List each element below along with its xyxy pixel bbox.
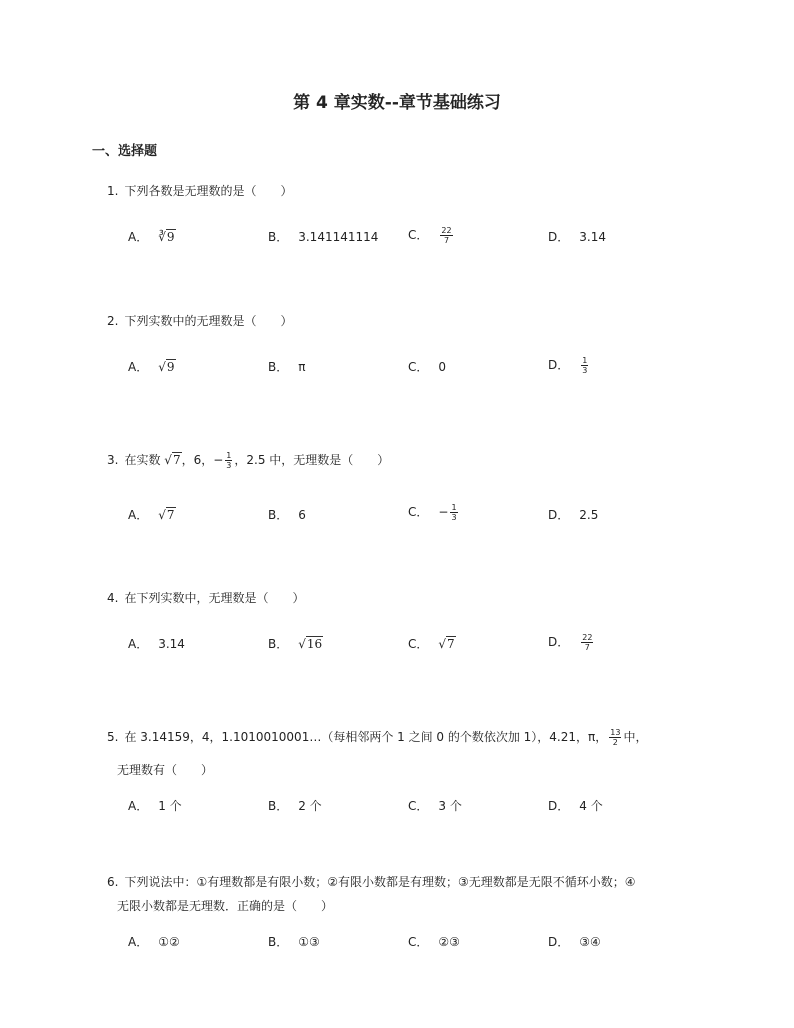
option-text: 3.141141114	[298, 230, 379, 244]
option-5-b[interactable]	[268, 798, 322, 814]
option-4-c[interactable]	[408, 636, 456, 652]
option-label: D．	[548, 230, 570, 244]
option-2-b[interactable]	[268, 359, 305, 375]
option-6-c[interactable]	[408, 934, 460, 950]
option-text: 2 个	[298, 799, 322, 813]
option-label: B．	[268, 637, 289, 651]
question-1	[107, 183, 292, 199]
fraction: $\frac{1}{3}$	[582, 356, 588, 375]
question-number: 2.	[107, 314, 119, 328]
option-6-b[interactable]	[268, 934, 320, 950]
fraction: $\frac{22}{7}$	[582, 633, 593, 652]
option-5-d[interactable]	[548, 798, 603, 814]
option-label: A．	[128, 360, 149, 374]
option-2-c[interactable]	[408, 359, 446, 375]
question-number: 1.	[107, 184, 119, 198]
option-label: C．	[408, 935, 429, 949]
option-4-a[interactable]	[128, 636, 185, 652]
option-3-b[interactable]	[268, 507, 306, 523]
square-root-expression: √9	[158, 360, 175, 374]
option-text: 2.5	[579, 508, 599, 522]
question-4	[107, 590, 304, 606]
page-title: 第 4 章实数--章节基础练习	[293, 93, 501, 113]
option-label: C．	[408, 360, 429, 374]
fraction: $\frac{13}{2}$	[610, 728, 621, 747]
option-3-d[interactable]	[548, 507, 598, 523]
option-1-d[interactable]	[548, 229, 606, 245]
option-text: 3.14	[579, 230, 606, 244]
square-root-expression: √7	[158, 508, 175, 522]
option-text: ①③	[298, 935, 320, 949]
option-5-a[interactable]	[128, 798, 182, 814]
option-text: ③④	[579, 935, 601, 949]
option-label: B．	[268, 360, 289, 374]
option-3-c[interactable]	[408, 503, 460, 522]
question-6	[107, 874, 636, 890]
square-root-expression: √7	[164, 453, 181, 467]
option-label: C．	[408, 228, 429, 242]
option-1-a[interactable]	[128, 229, 176, 245]
question-stem-line1: 在 3.14159，4，1.1010010001…（每相邻两个 1 之间 0 的个数依次加 1），4.21，π，	[124, 730, 608, 744]
option-text: 1 个	[158, 799, 182, 813]
option-label: C．	[408, 799, 429, 813]
question-stem-line1: 下列说法中：①有理数都是有限小数；②有限小数都是有理数；③无理数都是无限不循环小数；④	[124, 875, 636, 889]
option-6-a[interactable]	[128, 934, 180, 950]
question-stem: 下列各数是无理数的是（ ）	[124, 184, 293, 198]
option-text: π	[298, 360, 306, 374]
option-text: ②③	[438, 935, 460, 949]
option-label: D．	[548, 935, 570, 949]
option-label: D．	[548, 635, 570, 649]
option-text: 3 个	[438, 799, 462, 813]
question-stem-prefix: 在实数	[124, 453, 161, 467]
option-text: 4 个	[579, 799, 603, 813]
cube-root-expression: ∛9	[158, 230, 175, 244]
option-label: A．	[128, 637, 149, 651]
option-label: A．	[128, 799, 149, 813]
option-label: A．	[128, 935, 149, 949]
option-text: 3.14	[158, 637, 185, 651]
option-label: D．	[548, 508, 570, 522]
option-label: D．	[548, 358, 570, 372]
question-stem: 在下列实数中，无理数是（ ）	[124, 591, 305, 605]
question-2	[107, 313, 292, 329]
option-label: C．	[408, 505, 429, 519]
section-heading: 一、选择题	[92, 144, 158, 159]
question-stem-mid: ，6，−	[181, 453, 224, 467]
option-5-c[interactable]	[408, 798, 462, 814]
option-label: D．	[548, 799, 570, 813]
question-number: 5.	[107, 730, 119, 744]
option-4-b[interactable]	[268, 636, 323, 652]
fraction: $\frac{22}{7}$	[441, 226, 452, 245]
question-number: 6.	[107, 875, 119, 889]
option-1-b[interactable]	[268, 229, 378, 245]
option-label: A．	[128, 508, 149, 522]
option-1-c[interactable]	[408, 226, 455, 245]
option-label: B．	[268, 935, 289, 949]
option-text: 6	[298, 508, 306, 522]
option-label: B．	[268, 508, 289, 522]
minus-sign: −	[438, 505, 449, 519]
question-6-line2: 无限小数都是无理数．正确的是（ ）	[117, 899, 334, 913]
option-text: 0	[438, 360, 447, 374]
option-2-d[interactable]	[548, 356, 590, 375]
option-label: A．	[128, 230, 149, 244]
question-5-line2: 无理数有（ ）	[117, 763, 214, 777]
question-stem-line1-end: 中，	[623, 730, 648, 744]
option-text: ①②	[158, 935, 180, 949]
option-6-d[interactable]	[548, 934, 601, 950]
question-stem-suffix: ，2.5 中，无理数是（ ）	[234, 453, 390, 467]
option-4-d[interactable]	[548, 633, 595, 652]
question-5	[107, 728, 647, 747]
option-label: B．	[268, 799, 289, 813]
option-label: C．	[408, 637, 429, 651]
fraction: $\frac{1}{3}$	[451, 503, 457, 522]
question-number: 4.	[107, 591, 119, 605]
question-3	[107, 451, 389, 470]
option-label: B．	[268, 230, 289, 244]
option-3-a[interactable]	[128, 507, 176, 523]
square-root-expression: √7	[438, 637, 455, 651]
question-number: 3.	[107, 453, 119, 467]
question-stem: 下列实数中的无理数是（ ）	[124, 314, 293, 328]
fraction: $\frac{1}{3}$	[226, 451, 232, 470]
square-root-expression: √16	[298, 637, 323, 651]
option-2-a[interactable]	[128, 359, 176, 375]
